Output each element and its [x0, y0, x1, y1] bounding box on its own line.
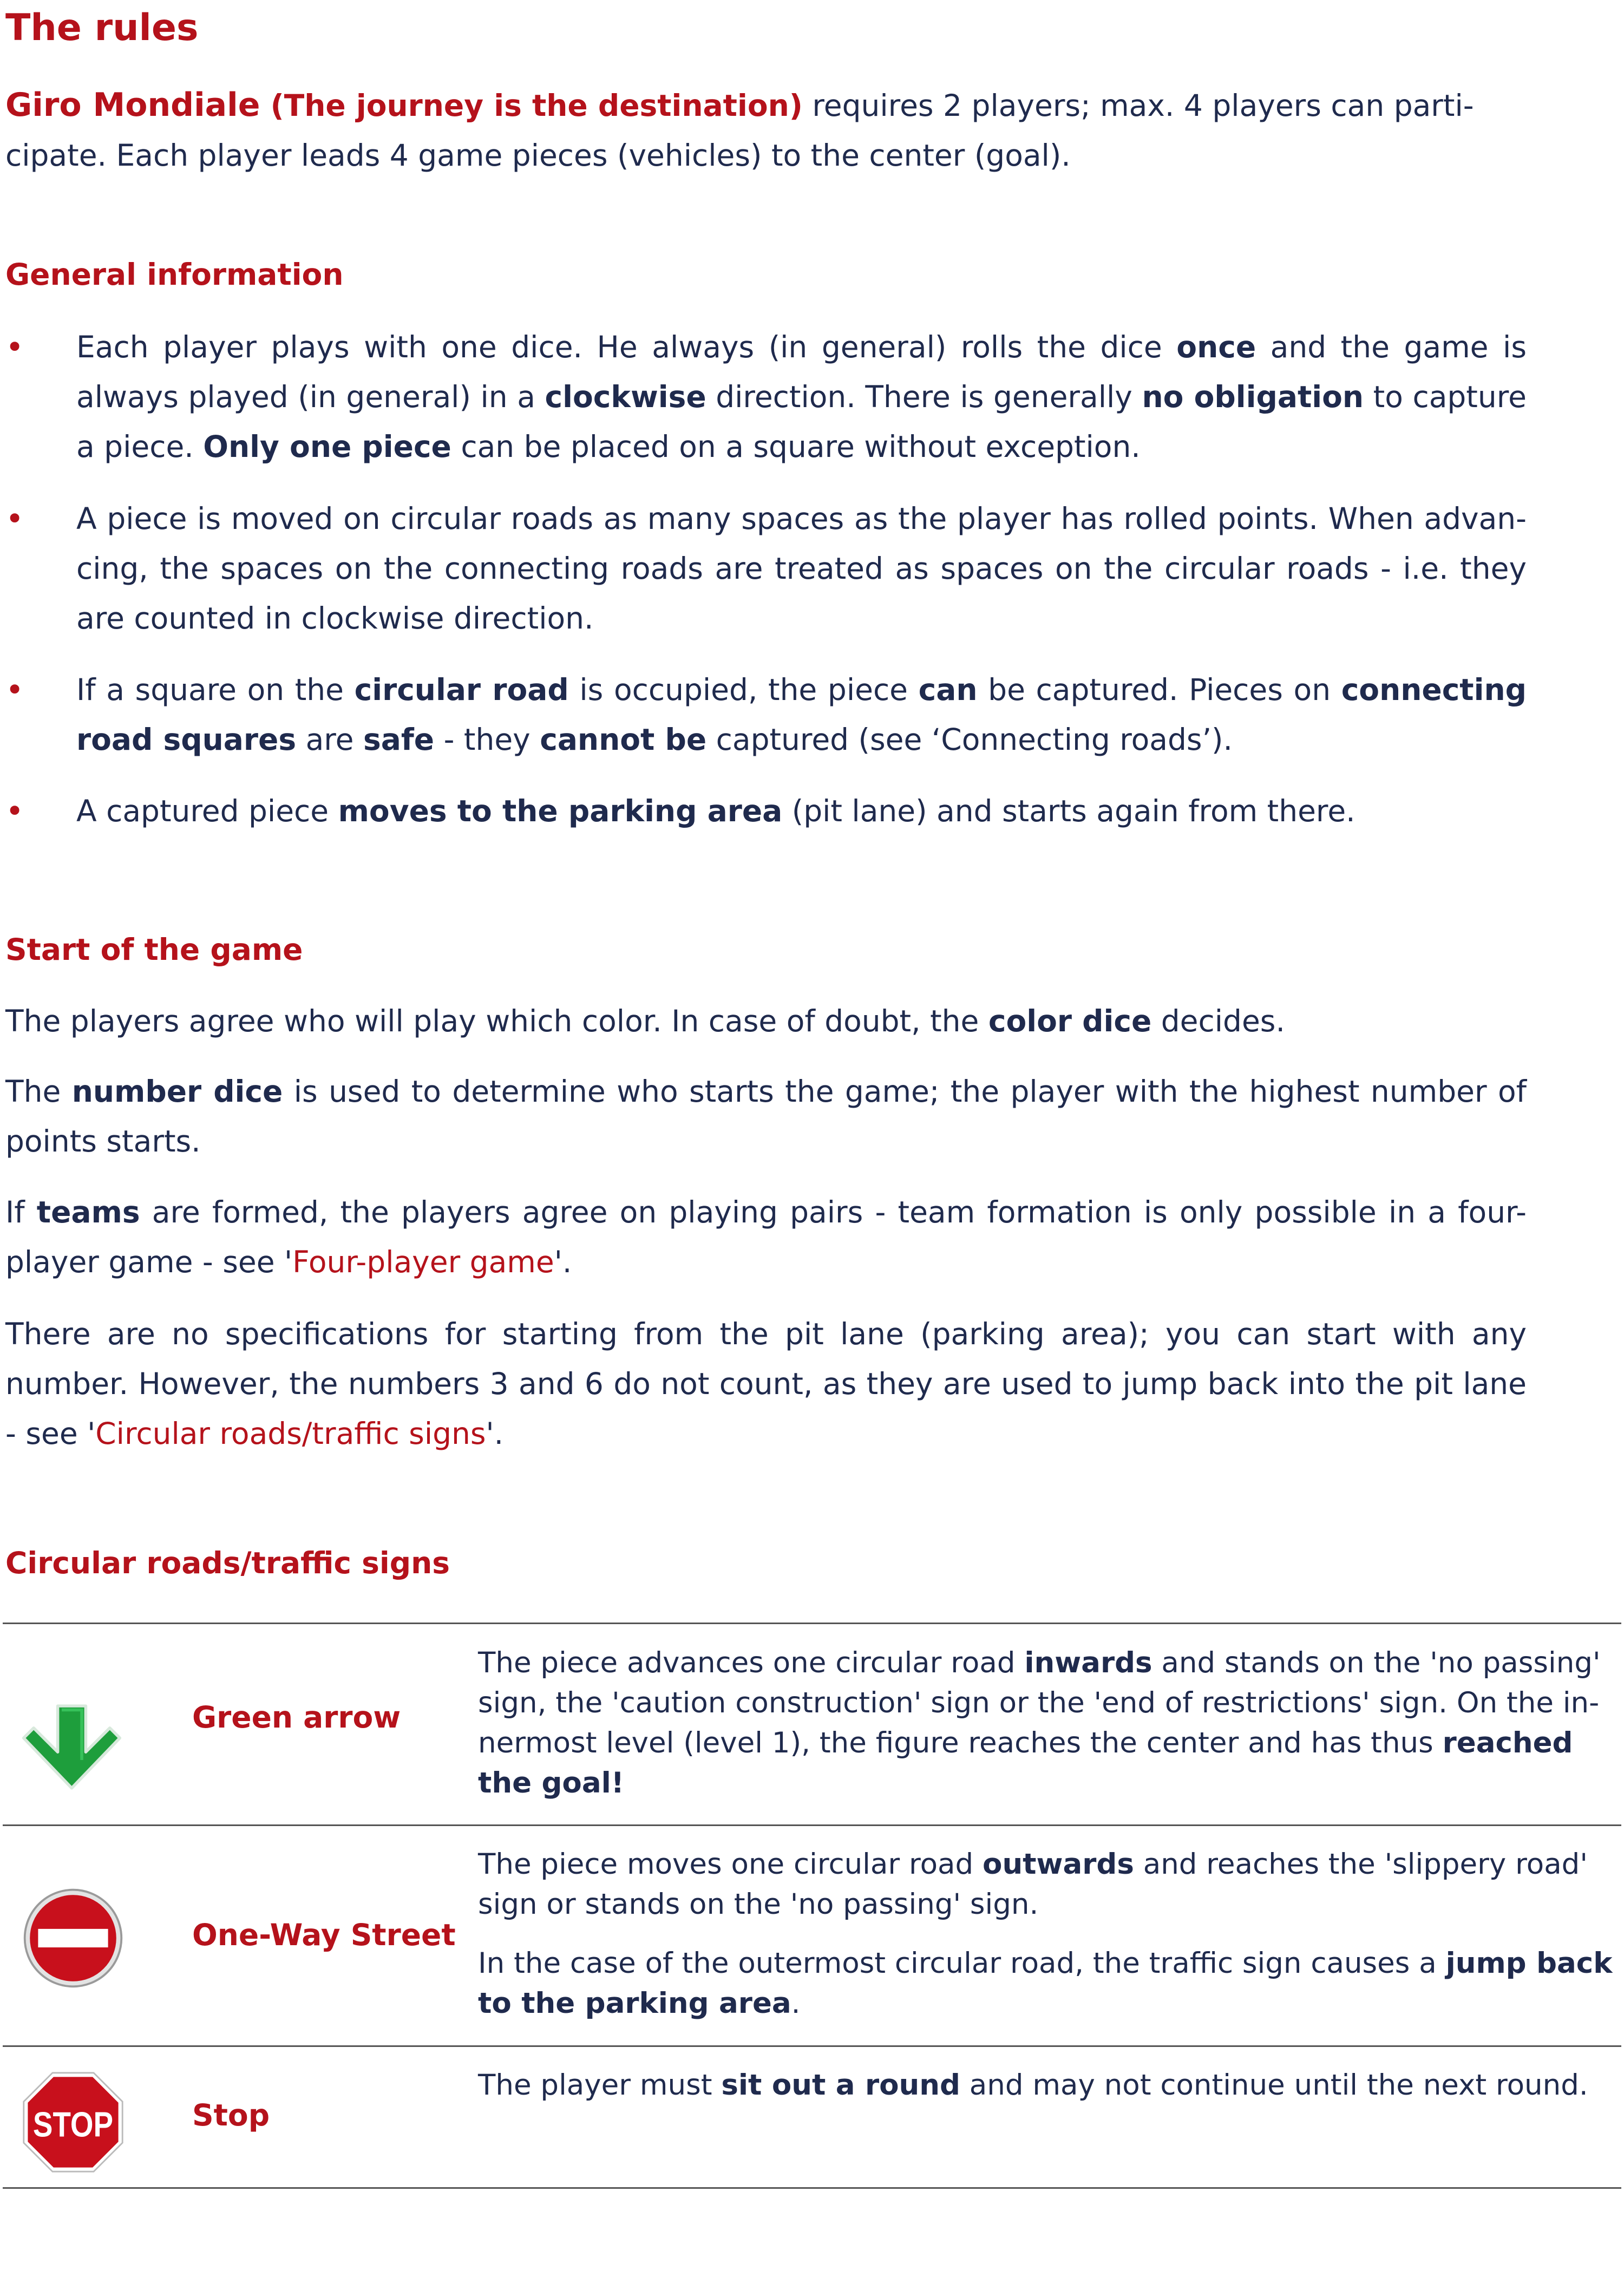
circular-roads-link[interactable]: Circular roads/traffic signs — [95, 1416, 486, 1451]
intro-text-1: requires 2 players; max. 4 players can parti- — [802, 88, 1474, 123]
signs-heading: Circular roads/traffic signs — [5, 1546, 450, 1580]
no-entry-sign-icon — [22, 1887, 125, 1990]
intro-paragraph — [5, 80, 1532, 180]
table-divider — [3, 2187, 1621, 2189]
intro-text-2: cipate. Each player leads 4 game pieces (vehicles) to the center (goal). — [5, 138, 1071, 173]
bullet-text: A captured piece moves to the parking area (pit lane) and starts again from there. — [76, 794, 1355, 828]
list-item — [5, 786, 1527, 836]
table-divider — [3, 1623, 1621, 1624]
table-divider — [3, 2045, 1621, 2047]
bullet-text: If a square on the circular road is occupied, the piece can be captured. Pieces on connecting road squares are safe - they cannot be captured (see ‘Connecting roads’). — [76, 672, 1527, 757]
green-down-arrow-icon — [22, 1700, 122, 1800]
list-item — [5, 322, 1527, 472]
bullet-marker: • — [5, 329, 24, 365]
bullet-marker: • — [5, 500, 24, 537]
sign-name: One-Way Street — [192, 1918, 456, 1952]
start-paragraph-2: The number dice is used to determine who starts the game; the player with the highest number of points starts. — [5, 1074, 1527, 1159]
bullet-marker: • — [5, 793, 24, 829]
start-paragraph-3: If teams are formed, the players agree on playing pairs - team formation is only possible in a four-player game - see 'Four-player game'. — [5, 1195, 1527, 1279]
start-paragraph-1: The players agree who will play which color. In case of doubt, the color dice decides. — [5, 1004, 1285, 1038]
stop-sign-icon — [22, 2071, 125, 2174]
sign-name: Stop — [192, 2098, 270, 2132]
bullet-text: Each player plays with one dice. He always (in general) rolls the dice once and the game is always played (in general) in a clockwise direction. There is generally no obligation to capture a piece. Only one piece can be placed on a square without exception. — [76, 330, 1527, 464]
table-divider — [3, 1824, 1621, 1826]
stop-sign-text: STOP — [32, 2105, 114, 2144]
page-title: The rules — [5, 6, 199, 49]
sign-description: The piece moves one circular road outwards and reaches the 'slippery road' sign or stands on the 'no passing' sign. In the case of the outermost circular road, the traffic sign causes a jump back to the parking area. — [478, 1848, 1613, 2020]
sign-name: Green arrow — [192, 1700, 401, 1735]
list-item — [5, 665, 1527, 764]
start-heading: Start of the game — [5, 932, 303, 967]
bullet-text: A piece is moved on circular roads as many spaces as the player has rolled points. When advan-cing, the spaces on the connecting roads are treated as spaces on the circular roads - i.e. they are counted in clockwise direction. — [76, 501, 1527, 636]
bullet-marker: • — [5, 671, 24, 708]
four-player-game-link[interactable]: Four-player game — [292, 1245, 554, 1279]
game-subtitle: (The journey is the destination) — [270, 88, 803, 123]
general-heading: General information — [5, 257, 344, 292]
sign-description: The player must sit out a round and may not continue until the next round. — [478, 2069, 1588, 2102]
sign-description: The piece advances one circular road inwards and stands on the 'no passing' sign, the 'caution construction' sign or the 'end of restrictions' sign. On the in-nermost level (level 1), the figure reaches the center and has thus reached the goal! — [478, 1646, 1601, 1800]
start-paragraph-4: There are no specifications for starting from the pit lane (parking area); you can start with any number. However, the numbers 3 and 6 do not count, as they are used to jump back into the pit lane - see 'Circular roads/traffic signs'. — [5, 1317, 1527, 1451]
list-item — [5, 494, 1527, 643]
game-name: Giro Mondiale — [5, 86, 260, 124]
